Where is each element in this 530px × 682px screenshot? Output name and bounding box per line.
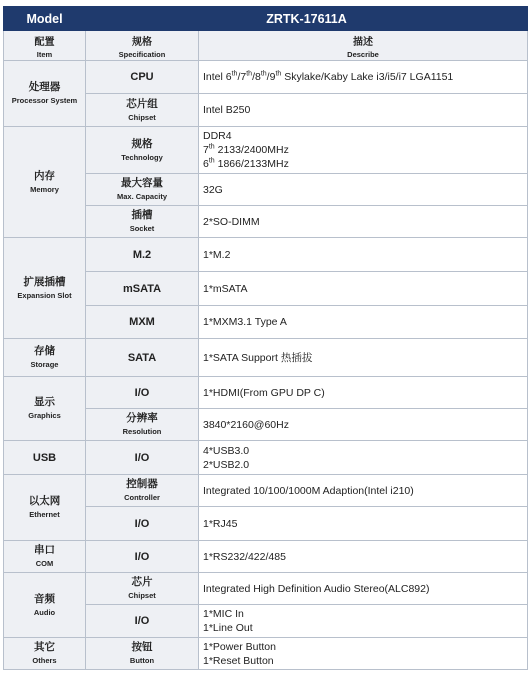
table-row [4,377,528,409]
table-row [4,441,528,475]
column-header-row [4,31,528,61]
audio-chip-label-cell [86,573,199,605]
m2-label-cell [86,238,199,272]
resolution-value: 3840*2160@60Hz [199,409,528,441]
button-line: 1*Power Button [203,640,276,653]
processor-en: Processor System [11,96,78,105]
processor-cell [4,61,86,127]
sata-label: SATA [127,351,157,364]
table-row [4,127,528,174]
cpu-sup: th [275,70,282,78]
table-row [4,61,528,94]
chipset-label-cell [86,94,199,127]
usb-label: USB [32,451,57,464]
sata-value: 1*SATA Support 热插拔 [199,339,528,377]
audio-line: 1*MIC In [203,608,244,620]
ethernet-cell [4,475,86,541]
cpu-value-part: /9 [266,71,276,83]
audio-zh: 音频 [34,592,55,605]
mxm-label: MXM [129,316,155,328]
cpu-label: CPU [130,71,154,83]
resolution-zh: 分辨率 [126,412,158,424]
controller-zh: 控制器 [126,478,158,490]
resolution-label-cell [86,409,199,441]
m2-label: M.2 [132,248,152,261]
button-label-cell [86,638,199,670]
technology-line [203,157,527,171]
usb-line: 4*USB3.0 [203,444,250,457]
audio-cell [4,573,86,638]
audio-en: Audio [33,607,56,617]
chipset-zh: 芯片组 [126,97,158,110]
memory-en: Memory [30,184,59,194]
socket-zh: 插槽 [131,209,153,221]
memory-cell [4,127,86,238]
mxm-value: 1*MXM3.1 Type A [199,306,528,339]
table-row [4,638,528,670]
technology-line: DDR4 [203,130,232,142]
col-item-zh: 配置 [34,36,55,48]
technology-line [203,143,527,157]
controller-label-cell [86,475,199,507]
com-io-label-cell [86,541,199,573]
cpu-sup: th [231,70,238,78]
technology-zh: 规格 [131,137,153,150]
socket-label-cell [86,206,199,238]
usb-io-label: I/O [134,451,150,464]
table-row [4,339,528,377]
cpu-sup: th [260,70,267,78]
m2-value: 1*M.2 [199,238,528,272]
com-io-label: I/O [134,550,150,563]
chipset-value: Intel B250 [199,94,528,127]
graphics-io-value: 1*HDMI(From GPU DP C) [199,377,528,409]
ethernet-io-label: I/O [134,517,150,530]
cpu-value-part: /7 [237,71,247,83]
button-value [199,638,528,670]
audio-chip-zh: 芯片 [131,576,153,588]
table-row [4,475,528,507]
audio-io-label: I/O [134,615,150,627]
technology-part: 2133/2400MHz [214,144,289,156]
graphics-en: Graphics [28,411,61,420]
expansion-en: Expansion Slot [17,290,72,300]
ethernet-io-label-cell [86,507,199,541]
graphics-zh: 显示 [34,396,55,408]
audio-io-label-cell [86,605,199,638]
col-desc [199,31,528,61]
chipset-en: Chipset [128,112,156,122]
usb-value [199,441,528,475]
technology-part: 7 [203,144,209,156]
col-spec [86,31,199,61]
max-capacity-en: Max. Capacity [116,192,168,201]
expansion-zh: 扩展插槽 [23,275,66,288]
ethernet-zh: 以太网 [28,495,61,507]
socket-en: Socket [129,224,155,233]
cpu-value-part: Skylake/Kaby Lake i3/i5/i7 LGA1151 [281,71,454,83]
storage-zh: 存储 [34,345,55,357]
processor-zh: 处理器 [28,81,61,93]
technology-label-cell [86,127,199,174]
audio-chip-en: Chipset [128,591,156,600]
audio-line: 1*Line Out [203,622,253,634]
usb-io-label-cell [86,441,199,475]
msata-label: mSATA [122,282,162,295]
storage-cell [4,339,86,377]
storage-en: Storage [30,360,59,369]
cpu-label-cell [86,61,199,94]
usb-cell [4,441,86,475]
table-row [4,541,528,573]
technology-value [199,127,528,174]
technology-part: 1866/2133MHz [214,158,289,170]
cpu-sup: th [246,70,253,78]
graphics-io-label-cell [86,377,199,409]
others-cell [4,638,86,670]
technology-sup: th [208,157,215,165]
resolution-en: Resolution [122,427,162,436]
controller-en: Controller [124,493,160,502]
msata-value: 1*mSATA [199,272,528,306]
others-en: Others [32,656,57,665]
cpu-value-part: /8 [252,71,261,83]
com-cell [4,541,86,573]
memory-zh: 内存 [34,169,55,182]
max-capacity-value: 32G [199,174,528,206]
socket-value: 2*SO-DIMM [199,206,528,238]
com-en: COM [35,559,54,568]
controller-value: Integrated 10/100/1000M Adaption(Intel i210) [199,475,528,507]
col-desc-zh: 描述 [353,36,373,48]
table-row [4,238,528,272]
com-io-value: 1*RS232/422/485 [199,541,528,573]
header-row [4,7,528,31]
cpu-value [199,61,528,94]
mxm-label-cell [86,306,199,339]
button-zh: 按钮 [131,641,153,653]
ethernet-en: Ethernet [29,510,60,519]
col-desc-en: Describe [347,49,379,59]
audio-io-value [199,605,528,638]
com-zh: 串口 [34,544,55,556]
technology-part: 6 [203,158,209,170]
graphics-cell [4,377,86,441]
audio-chip-value: Integrated High Definition Audio Stereo(ALC892) [199,573,528,605]
technology-sup: th [208,143,215,151]
others-zh: 其它 [34,641,55,653]
button-line: 1*Reset Button [203,654,274,667]
cpu-value-part: Intel 6 [203,71,232,83]
max-capacity-zh: 最大容量 [121,177,163,189]
usb-line: 2*USB2.0 [203,458,250,471]
expansion-cell [4,238,86,339]
max-capacity-label-cell [86,174,199,206]
spec-table [3,6,528,670]
technology-en: Technology [121,152,163,162]
col-spec-en: Specification [118,49,166,59]
table-row [4,573,528,605]
col-item [4,31,86,61]
model-label: Model [4,7,86,31]
sata-label-cell [86,339,199,377]
col-item-en: Item [36,49,53,59]
ethernet-io-value: 1*RJ45 [199,507,528,541]
col-spec-zh: 规格 [132,36,152,48]
model-value: ZRTK-17611A [86,7,528,31]
button-en: Button [129,656,155,665]
msata-label-cell [86,272,199,306]
graphics-io-label: I/O [134,386,150,399]
